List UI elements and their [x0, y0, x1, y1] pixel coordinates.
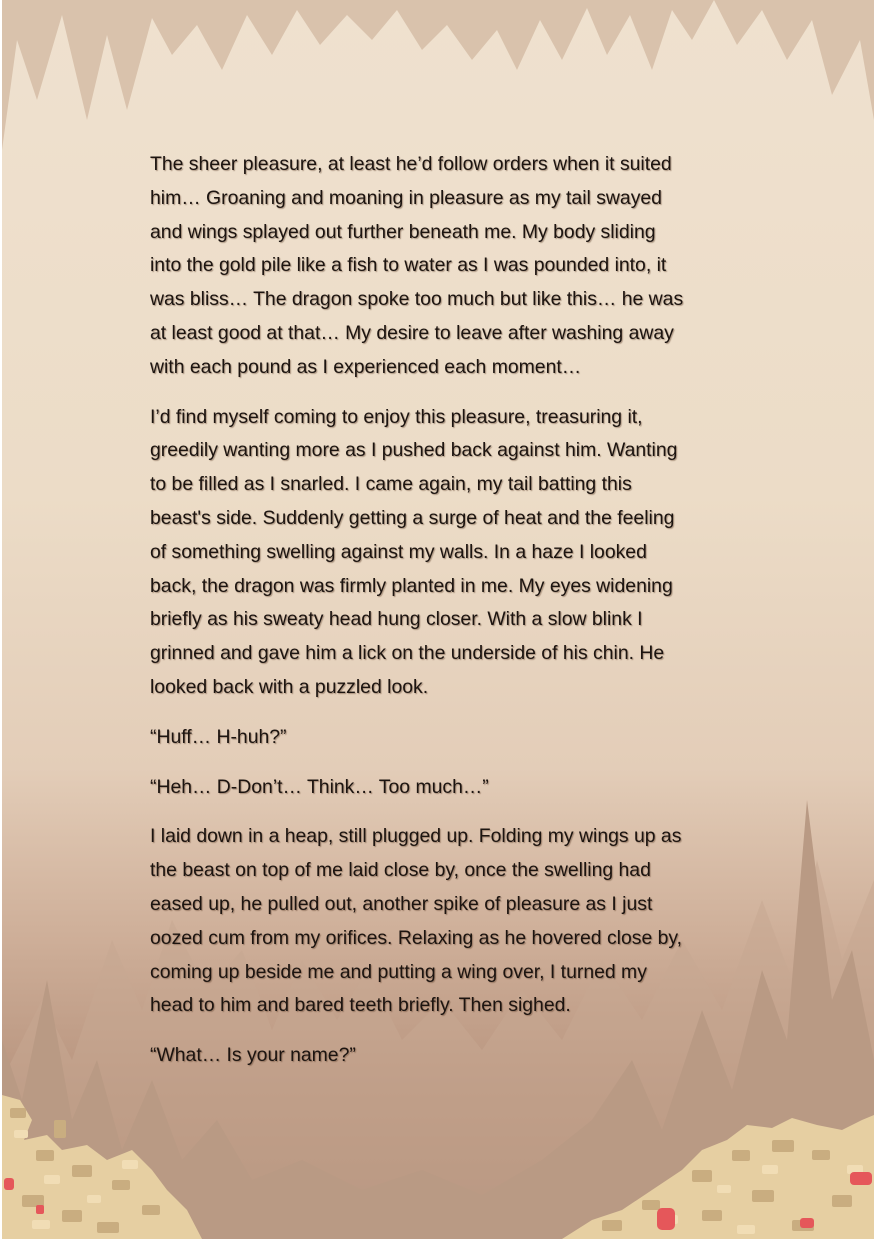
paragraph-line: him… Groaning and moaning in pleasure as my tail swayed: [150, 186, 662, 209]
paragraph-line: to be filled as I snarled. I came again, my tail batting this: [150, 473, 632, 496]
paragraph-line: I laid down in a heap, still plugged up. Folding my wings up as: [150, 825, 682, 848]
story-paragraph: [150, 401, 740, 705]
paragraph-line: “Heh… D-Don’t… Think… Too much…”: [150, 775, 489, 798]
paragraph-line: the beast on top of me laid close by, once the swelling had: [150, 859, 651, 882]
paragraph-line: with each pound as I experienced each moment…: [150, 355, 582, 378]
document-page: [2, 0, 874, 1239]
story-paragraph: [150, 721, 740, 755]
paragraph-line: at least good at that… My desire to leave after washing away: [150, 321, 674, 344]
paragraph-line: looked back with a puzzled look.: [150, 675, 429, 698]
story-paragraph: [150, 1039, 740, 1073]
paragraph-line: was bliss… The dragon spoke too much but like this… he was: [150, 288, 684, 311]
paragraph-line: into the gold pile like a fish to water as I was pounded into, it: [150, 254, 667, 277]
paragraph-line: “What… Is your name?”: [150, 1044, 356, 1067]
stalactites: [2, 0, 874, 150]
story-paragraph: [150, 148, 740, 385]
paragraph-line: back, the dragon was firmly planted in me. My eyes widening: [150, 574, 673, 597]
paragraph-line: greedily wanting more as I pushed back against him. Wanting: [150, 439, 678, 462]
story-text: [150, 148, 740, 1089]
story-paragraph: [150, 820, 740, 1023]
paragraph-line: “Huff… H-huh?”: [150, 725, 287, 748]
paragraph-line: and wings splayed out further beneath me. My body sliding: [150, 220, 656, 243]
story-paragraph: [150, 771, 740, 805]
paragraph-line: oozed cum from my orifices. Relaxing as he hovered close by,: [150, 926, 683, 949]
paragraph-line: eased up, he pulled out, another spike of pleasure as I just: [150, 892, 653, 915]
paragraph-line: beast's side. Suddenly getting a surge of heat and the feeling: [150, 506, 675, 529]
paragraph-line: I’d find myself coming to enjoy this pleasure, treasuring it,: [150, 405, 643, 428]
paragraph-line: The sheer pleasure, at least he’d follow orders when it suited: [150, 153, 672, 175]
paragraph-line: head to him and bared teeth briefly. Then sighed.: [150, 994, 571, 1017]
paragraph-line: briefly as his sweaty head hung closer. With a slow blink I: [150, 608, 643, 631]
paragraph-line: coming up beside me and putting a wing over, I turned my: [150, 960, 647, 983]
paragraph-line: of something swelling against my walls. In a haze I looked: [150, 540, 647, 563]
paragraph-line: grinned and gave him a lick on the underside of his chin. He: [150, 642, 665, 665]
